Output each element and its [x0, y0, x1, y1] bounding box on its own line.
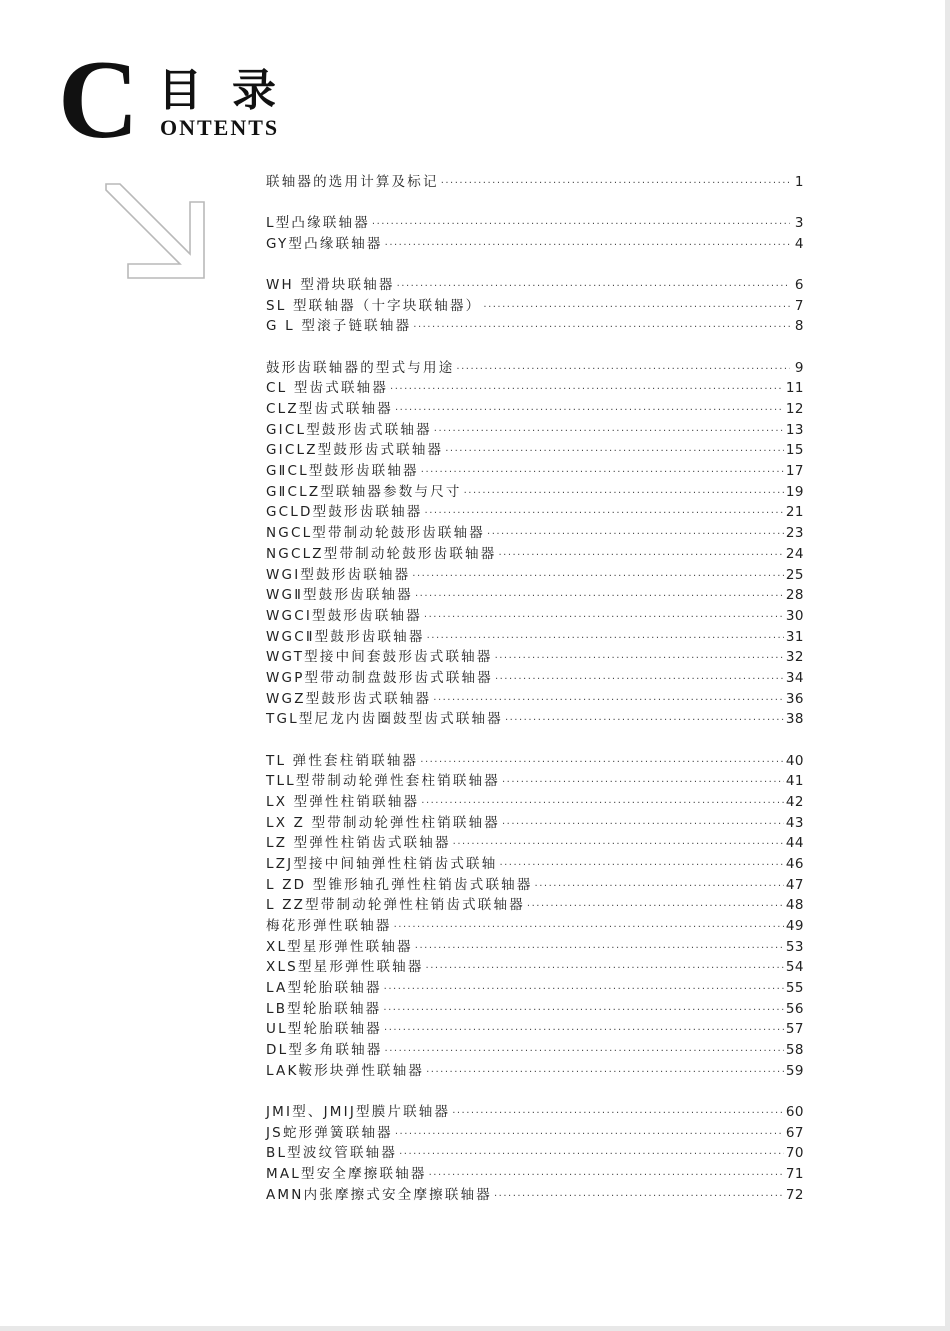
toc-entry-title: JMI型、JMIJ型膜片联轴器: [266, 1104, 451, 1120]
toc-entry-title: 联轴器的选用计算及标记: [266, 174, 439, 190]
toc-entry-page: 56: [785, 1000, 804, 1017]
toc-entry-page: 57: [785, 1021, 804, 1038]
toc-entry-title: AMN内张摩擦式安全摩擦联轴器: [266, 1186, 492, 1203]
toc-entry-title: NGCL型带制动轮鼓形齿联轴器: [266, 525, 486, 542]
toc-entry[interactable]: [266, 999, 804, 1020]
toc-section: [266, 751, 804, 1082]
toc-entry[interactable]: [266, 544, 804, 565]
toc-entry[interactable]: [266, 1019, 804, 1040]
toc-section: [266, 1102, 804, 1205]
toc-entry-page: 58: [785, 1042, 804, 1059]
toc-entry[interactable]: [266, 1123, 804, 1144]
toc-entry[interactable]: [266, 895, 804, 916]
toc-entry-page: 17: [785, 463, 804, 480]
toc-entry[interactable]: [266, 854, 804, 875]
toc-entry-title: LAK鞍形块弹性联轴器: [266, 1062, 425, 1079]
toc-entry-page: 6: [794, 277, 804, 294]
toc-entry[interactable]: [266, 296, 804, 317]
toc-entry-title: 鼓形齿联轴器的型式与用途: [266, 359, 455, 376]
toc-dot-leader: [495, 649, 784, 670]
toc-entry[interactable]: [266, 771, 804, 792]
toc-entry-page: 48: [785, 897, 804, 914]
toc-entry-title: WGP型带动制盘鼓形齿式联轴器: [266, 669, 493, 686]
toc-entry[interactable]: [266, 1102, 804, 1123]
toc-dot-leader: [505, 711, 784, 732]
arrow-down-right-icon: [98, 180, 210, 282]
toc-entry-page: 49: [785, 918, 804, 934]
toc-entry[interactable]: [266, 482, 804, 503]
toc-dot-leader: [452, 1104, 784, 1125]
toc-entry-title: TGL型尼龙内齿圈鼓型齿式联轴器: [266, 711, 503, 728]
toc-entry-title: LZJ型接中间轴弹性柱销齿式联轴: [266, 855, 498, 872]
toc-dot-leader: [495, 670, 784, 691]
toc-entry-title: TLL型带制动轮弹性套柱销联轴器: [266, 773, 500, 790]
toc-entry-title: UL型轮胎联轴器: [266, 1021, 383, 1038]
toc-entry-title: DL型多角联轴器: [266, 1042, 383, 1059]
toc-entry-title: WGT型接中间套鼓形齿式联轴器: [266, 649, 493, 666]
toc-dot-leader: [426, 959, 784, 980]
toc-dot-leader: [424, 608, 784, 629]
toc-entry[interactable]: [266, 172, 804, 193]
toc-dot-leader: [385, 236, 790, 257]
toc-entry[interactable]: [266, 957, 804, 978]
toc-dot-leader: [429, 1166, 784, 1187]
toc-entry-page: 31: [785, 628, 804, 645]
toc-dot-leader: [421, 463, 784, 484]
toc-entry[interactable]: [266, 833, 804, 854]
toc-entry-page: 11: [785, 380, 804, 397]
toc-entry-page: 43: [785, 814, 804, 831]
toc-dot-leader: [384, 1021, 784, 1042]
toc-entry-page: 1: [794, 174, 804, 190]
toc-entry-title: NGCLZ型带制动轮鼓形齿联轴器: [266, 545, 497, 562]
page-title-en: ONTENTS: [160, 115, 280, 140]
toc-entry[interactable]: [266, 275, 804, 296]
toc-entry-title: WGCⅡ型鼓形齿联轴器: [266, 628, 425, 645]
toc-entry[interactable]: [266, 1061, 804, 1082]
toc-entry-page: 34: [785, 669, 804, 686]
toc-entry[interactable]: [266, 916, 804, 937]
toc-entry[interactable]: [266, 668, 804, 689]
toc-entry-title: LX Z 型带制动轮弹性柱销联轴器: [266, 814, 500, 831]
toc-entry[interactable]: [266, 213, 804, 234]
toc-entry[interactable]: [266, 1164, 804, 1185]
toc-entry-page: 70: [785, 1145, 804, 1162]
toc-entry-page: 67: [785, 1124, 804, 1141]
toc-entry[interactable]: [266, 813, 804, 834]
toc-entry[interactable]: [266, 461, 804, 482]
toc-dot-leader: [397, 277, 790, 298]
toc-dot-leader: [394, 918, 784, 939]
toc-entry-page: 24: [785, 545, 804, 562]
toc-entry-page: 23: [785, 525, 804, 542]
toc-dot-leader: [483, 298, 790, 319]
toc-dot-leader: [395, 1125, 784, 1146]
toc-dot-leader: [499, 856, 783, 877]
toc-entry-page: 55: [785, 980, 804, 997]
toc-entry-page: 9: [794, 359, 804, 376]
toc-dot-leader: [494, 1187, 784, 1208]
toc-dot-leader: [413, 318, 790, 339]
toc-dot-leader: [453, 835, 784, 856]
toc-entry[interactable]: [266, 565, 804, 586]
toc-entry-title: WH 型滑块联轴器: [266, 277, 395, 294]
toc-dot-leader: [502, 773, 784, 794]
toc-section: [266, 275, 804, 337]
toc-entry-page: 60: [785, 1104, 804, 1120]
toc-dot-leader: [527, 897, 784, 918]
toc-entry-title: WGCI型鼓形齿联轴器: [266, 607, 422, 624]
toc-entry-page: 36: [785, 690, 804, 707]
toc-entry-page: 7: [794, 297, 804, 314]
toc-entry-page: 54: [785, 959, 804, 976]
toc-entry-page: 28: [785, 587, 804, 604]
toc-entry-page: 4: [794, 235, 804, 252]
toc-dot-leader: [456, 360, 790, 381]
toc-dot-leader: [445, 442, 784, 463]
toc-entry-title: GICLZ型鼓形齿式联轴器: [266, 442, 444, 459]
toc-entry-page: 38: [785, 711, 804, 728]
toc-dot-leader: [433, 691, 784, 712]
toc-entry-title: GⅡCL型鼓形齿联轴器: [266, 463, 419, 480]
toc-entry-title: SL 型联轴器（十字块联轴器）: [266, 297, 482, 314]
toc-dot-leader: [425, 504, 784, 525]
toc-entry-page: 41: [785, 773, 804, 790]
toc-dot-leader: [434, 422, 784, 443]
toc-entry-title: WGⅡ型鼓形齿联轴器: [266, 587, 413, 604]
toc-entry-page: 44: [785, 835, 804, 852]
toc-entry[interactable]: [266, 1185, 804, 1206]
toc-dot-leader: [464, 484, 784, 505]
toc-entry[interactable]: [266, 420, 804, 441]
toc-entry[interactable]: [266, 1143, 804, 1164]
toc-entry-page: 32: [785, 649, 804, 666]
toc-entry-title: L型凸缘联轴器: [266, 215, 370, 232]
toc-entry-page: 53: [785, 938, 804, 955]
toc-entry-page: 13: [785, 421, 804, 438]
toc-section: [266, 358, 804, 730]
toc-entry-page: 8: [794, 318, 804, 335]
toc-dot-leader: [502, 815, 784, 836]
toc-entry[interactable]: [266, 502, 804, 523]
page-title: 目录: [158, 65, 306, 116]
toc-entry[interactable]: [266, 358, 804, 379]
toc-entry-title: L ZD 型锥形轴孔弹性柱销齿式联轴器: [266, 876, 533, 893]
toc-entry-page: 46: [785, 855, 804, 872]
toc-dot-leader: [415, 587, 784, 608]
toc-dot-leader: [372, 215, 790, 236]
toc-entry[interactable]: [266, 937, 804, 958]
toc-entry-title: GⅡCLZ型联轴器参数与尺寸: [266, 483, 462, 500]
toc-entry-page: 47: [785, 876, 804, 893]
toc-entry-title: G L 型滚子链联轴器: [266, 318, 412, 335]
toc-entry-title: BL型波纹管联轴器: [266, 1145, 398, 1162]
toc-dot-leader: [420, 753, 784, 774]
toc-entry[interactable]: [266, 523, 804, 544]
table-of-contents: [266, 172, 804, 1226]
toc-entry-title: XLS型星形弹性联轴器: [266, 959, 424, 976]
toc-entry-page: 25: [785, 566, 804, 583]
toc-entry-title: CLZ型齿式联轴器: [266, 401, 393, 417]
toc-entry-title: JS蛇形弹簧联轴器: [266, 1124, 393, 1141]
toc-dot-leader: [385, 1042, 784, 1063]
toc-entry-page: 42: [785, 793, 804, 810]
toc-entry-title: MAL型安全摩擦联轴器: [266, 1166, 427, 1183]
toc-entry-page: 71: [785, 1166, 804, 1183]
toc-entry[interactable]: [266, 751, 804, 772]
toc-entry-page: 59: [785, 1062, 804, 1079]
toc-entry[interactable]: [266, 378, 804, 399]
toc-entry-title: LA型轮胎联轴器: [266, 980, 382, 997]
toc-entry-title: 梅花形弹性联轴器: [266, 918, 392, 934]
toc-entry-title: LZ 型弹性柱销齿式联轴器: [266, 835, 451, 852]
toc-entry-page: 15: [785, 442, 804, 459]
toc-entry[interactable]: [266, 792, 804, 813]
toc-dot-leader: [535, 877, 784, 898]
toc-section: [266, 213, 804, 254]
toc-dot-leader: [383, 1001, 783, 1022]
toc-entry-page: 72: [785, 1186, 804, 1203]
toc-entry[interactable]: [266, 606, 804, 627]
toc-entry[interactable]: [266, 399, 804, 420]
header-big-letter: C: [58, 38, 137, 162]
toc-entry[interactable]: [266, 875, 804, 896]
toc-entry-title: XL型星形弹性联轴器: [266, 938, 413, 955]
toc-dot-leader: [498, 546, 783, 567]
toc-entry-page: 21: [785, 504, 804, 521]
toc-entry-title: GICL型鼓形齿式联轴器: [266, 421, 432, 438]
toc-entry[interactable]: [266, 647, 804, 668]
toc-entry-title: LB型轮胎联轴器: [266, 1000, 382, 1017]
toc-section: [266, 172, 804, 193]
toc-dot-leader: [441, 174, 790, 195]
toc-entry[interactable]: [266, 978, 804, 999]
toc-entry-title: WGZ型鼓形齿式联轴器: [266, 690, 432, 707]
toc-dot-leader: [412, 567, 784, 588]
toc-entry-title: LX 型弹性柱销联轴器: [266, 793, 420, 810]
toc-entry-title: TL 弹性套柱销联轴器: [266, 752, 419, 769]
toc-entry-title: WGI型鼓形齿联轴器: [266, 566, 411, 583]
toc-entry-page: 3: [794, 215, 804, 232]
toc-dot-leader: [384, 980, 784, 1001]
toc-entry[interactable]: [266, 316, 804, 337]
toc-dot-leader: [399, 1145, 784, 1166]
toc-dot-leader: [426, 1063, 784, 1084]
toc-entry[interactable]: [266, 234, 804, 255]
toc-dot-leader: [421, 794, 784, 815]
toc-entry[interactable]: [266, 1040, 804, 1061]
toc-entry[interactable]: [266, 627, 804, 648]
toc-entry-title: GY型凸缘联轴器: [266, 235, 383, 252]
toc-entry[interactable]: [266, 585, 804, 606]
toc-entry[interactable]: [266, 709, 804, 730]
toc-entry[interactable]: [266, 689, 804, 710]
toc-entry-page: 12: [785, 401, 804, 417]
toc-dot-leader: [390, 380, 784, 401]
toc-dot-leader: [487, 525, 784, 546]
toc-entry-page: 19: [785, 483, 804, 500]
toc-entry-page: 30: [785, 607, 804, 624]
toc-entry-page: 40: [785, 752, 804, 769]
toc-entry-title: CL 型齿式联轴器: [266, 380, 389, 397]
toc-dot-leader: [395, 401, 784, 422]
toc-dot-leader: [427, 629, 784, 650]
toc-dot-leader: [415, 939, 784, 960]
toc-entry[interactable]: [266, 440, 804, 461]
toc-entry-title: L ZZ型带制动轮弹性柱销齿式联轴器: [266, 897, 525, 914]
toc-entry-title: GCLD型鼓形齿联轴器: [266, 504, 423, 521]
